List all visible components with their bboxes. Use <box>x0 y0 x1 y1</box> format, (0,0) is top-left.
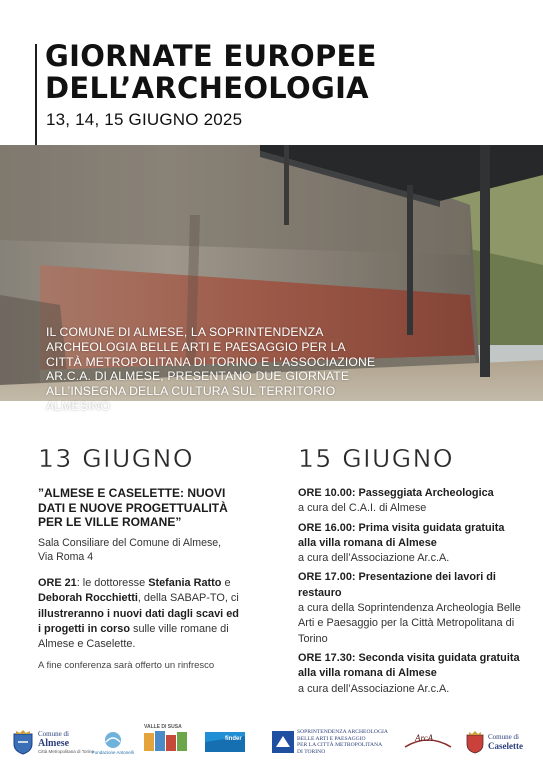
event-organizer: a cura dell’Associazione Ar.c.A. <box>298 682 450 695</box>
sabap-label: SOPRINTENDENZA ARCHEOLOGIA BELLE ARTI E PAESAGGIO PER LA CITTÀ METROPOLITANA DI TORINO <box>297 729 388 755</box>
valle-di-susa-emblem-icon <box>144 729 188 755</box>
conf-text-b: e <box>221 577 231 589</box>
foundation-logo: Fondazione Antonelli <box>92 722 134 762</box>
finder-logo: finder <box>205 722 245 762</box>
event-time: ORE 17.30 <box>298 651 352 664</box>
almese-logo <box>12 722 94 762</box>
caselette-label: Comune di Caselette <box>488 733 523 751</box>
event-organizer: a cura dell’Associazione Ar.c.A. <box>298 552 450 565</box>
title-line-1: GIORNATE EUROPEE <box>45 39 377 73</box>
conference-time: ORE 21 <box>38 577 77 589</box>
foundation-emblem-icon <box>101 730 125 750</box>
day1-heading: 13 GIUGNO <box>38 444 195 473</box>
place-line-2: Via Roma 4 <box>38 550 94 563</box>
title-line-2: DELL’ARCHEOLOGIA <box>45 71 369 105</box>
conf-text-a: : le dottoresse <box>76 577 149 589</box>
event-time: ORE 17.00 <box>298 571 352 584</box>
conf-text-c: , della SABAP-TO, ci <box>137 592 239 605</box>
refreshment-note: A fine conferenza sarà offerto un rinfresco <box>38 660 215 671</box>
event-title: Passeggiata Archeologica <box>358 487 494 499</box>
event-organizer: a cura della Soprintendenza Archeologia Belle Arti e Paesaggio per la Città Metropolitana di Torino <box>298 602 521 645</box>
event-item: ORE 17.00: Presentazione dei lavori di restauro a cura della Soprintendenza Archeologia Belle Arti e Paesaggio per la Città Metropolitana di Torino <box>298 570 523 646</box>
arca-logo: ArcA <box>403 722 453 762</box>
valle-di-susa-logo: VALLE DI SUSA <box>144 722 188 762</box>
speaker-2: Deborah Rocchietti <box>38 592 138 605</box>
partner-logos <box>0 722 543 762</box>
day2-heading: 15 GIUGNO <box>298 444 455 473</box>
finder-emblem-icon <box>205 730 245 754</box>
event-item: ORE 17.30: Seconda visita guidata gratuita alla villa romana di Almese a cura dell’Associazione Ar.c.A. <box>298 651 523 697</box>
event-title: Seconda visita guidata gratuita alla villa romana di Almese <box>298 651 520 680</box>
caselette-logo <box>466 722 523 762</box>
intro-text: IL COMUNE DI ALMESE, LA SOPRINTENDENZA ARCHEOLOGIA BELLE ARTI E PAESAGGIO PER LA CITTÀ METROPOLITANA DI TORINO E L’ASSOCIAZIONE AR.C.A. DI ALMESE, PRESENTANO DUE GIORNATE ALL’INSEGNA DELLA CULTURA SUL TERRITORIO ALMESINO <box>46 325 376 413</box>
event-item: ORE 16.00: Prima visita guidata gratuita alla villa romana di Almese a cura dell’Associazione Ar.c.A. <box>298 521 523 567</box>
conference-place <box>38 537 238 564</box>
conf-highlight: illustreranno i nuovi dati dagli scavi ed i progetti in corso <box>38 607 239 635</box>
sabap-emblem-icon <box>272 731 294 753</box>
sabap-logo <box>272 722 388 762</box>
event-title: Presentazione dei lavori di restauro <box>298 571 496 599</box>
day2-events <box>298 486 523 701</box>
conference-title: ”ALMESE E CASELETTE: NUOVI DATI E NUOVE PROGETTUALITÀ PER LE VILLE ROMANE” <box>38 486 228 529</box>
event-title: Prima visita guidata gratuita alla villa romana di Almese <box>298 521 505 549</box>
event-organizer: a cura del C.A.I. di Almese <box>298 502 427 515</box>
header-photo <box>0 145 543 413</box>
event-item: ORE 10.00: Passeggiata Archeologica a cura del C.A.I. di Almese <box>298 486 523 517</box>
event-dates: 13, 14, 15 GIUGNO 2025 <box>46 110 243 129</box>
conf-text-d: sulle ville romane di Almese e Caselette. <box>38 622 229 651</box>
caselette-crest-icon <box>466 730 484 754</box>
page-title <box>45 40 377 104</box>
event-time: ORE 10.00 <box>298 487 352 499</box>
almese-crest-icon <box>12 729 34 755</box>
speaker-1: Stefania Ratto <box>148 577 222 589</box>
event-time: ORE 16.00 <box>298 521 352 534</box>
conference-description <box>38 576 243 652</box>
place-line-1: Sala Consiliare del Comune di Almese, <box>38 537 222 549</box>
almese-label: Comune di Almese Città Metropolitana di Torino <box>38 730 94 754</box>
